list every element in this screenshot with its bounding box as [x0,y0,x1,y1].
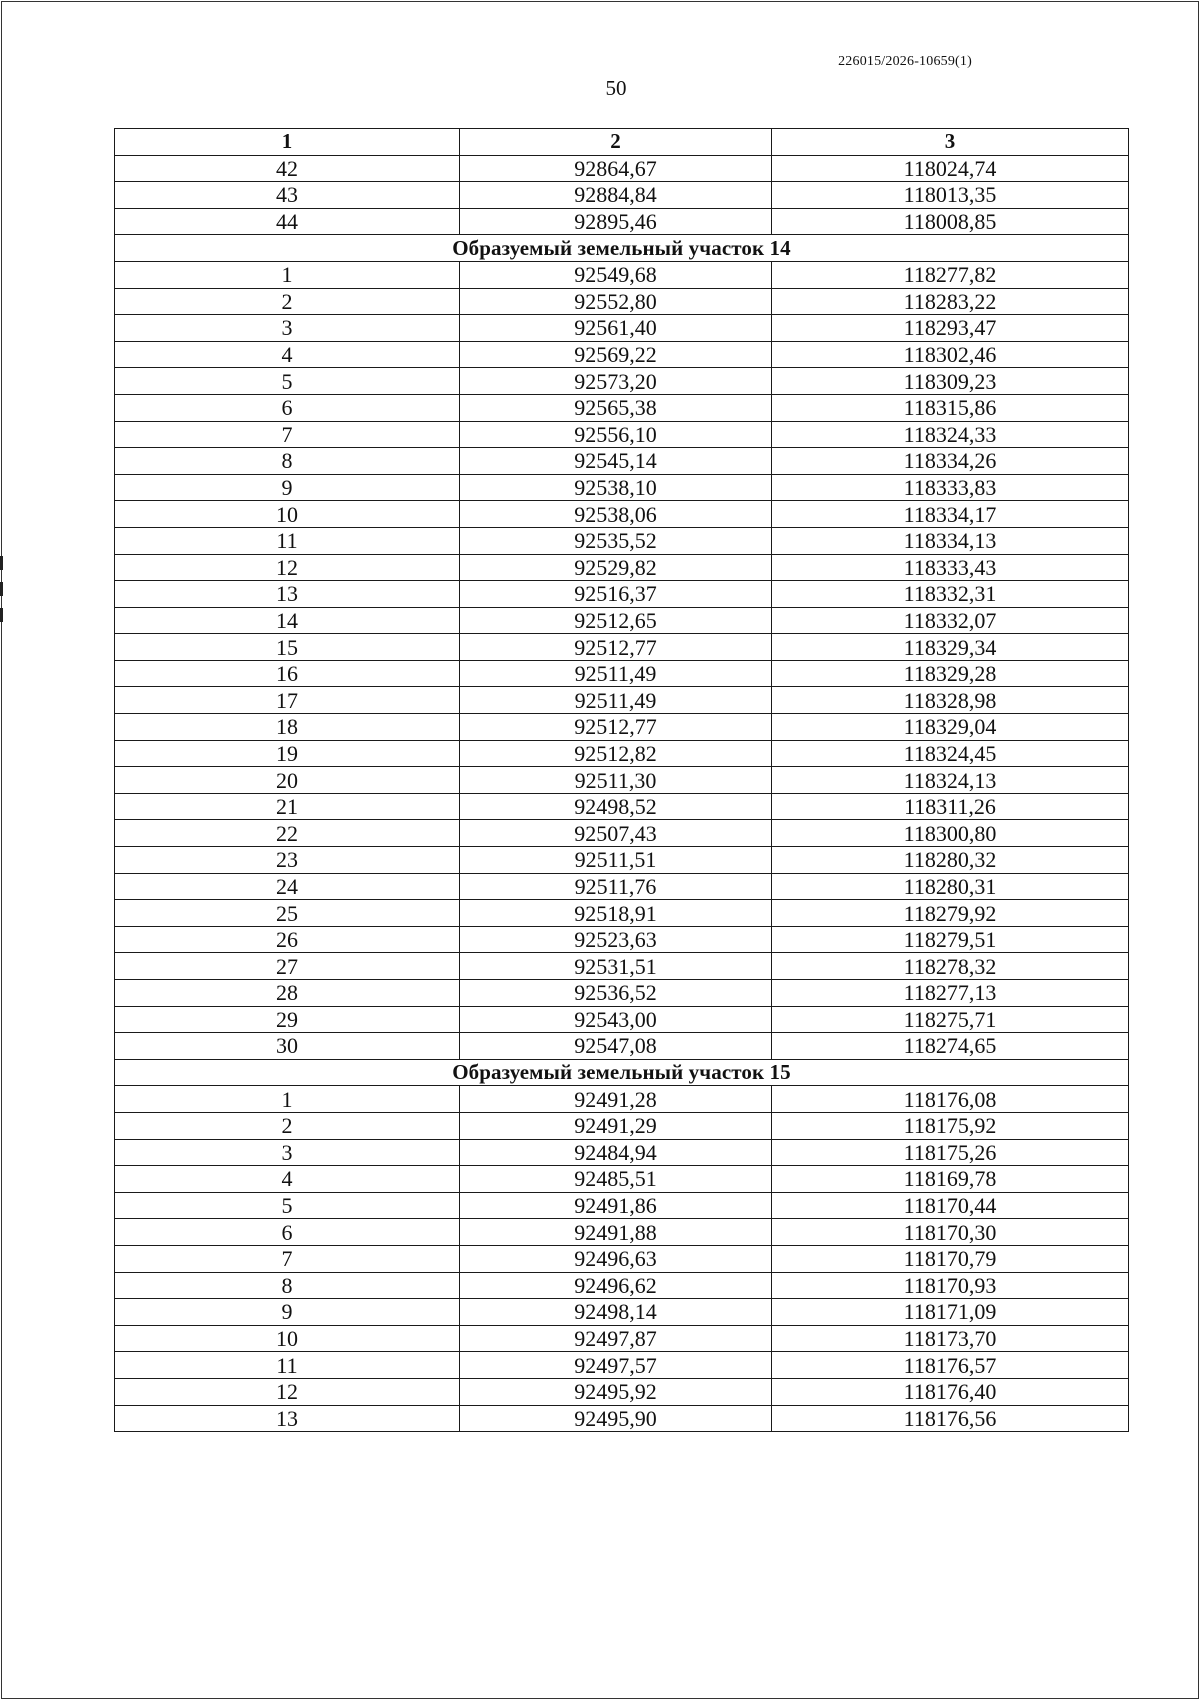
margin-marks [0,556,3,634]
coordinate-y: 118280,32 [772,847,1129,874]
table-row [115,527,1129,554]
coordinate-x: 92547,08 [460,1033,772,1060]
point-number: 26 [115,926,460,953]
point-number: 6 [115,394,460,421]
table-header-row [115,129,1129,156]
coordinate-x: 92536,52 [460,980,772,1007]
point-number: 1 [115,1086,460,1113]
point-number: 21 [115,793,460,820]
point-number: 19 [115,740,460,767]
document-number: 226015/2026-10659(1) [838,54,972,69]
coordinate-y: 118333,83 [772,474,1129,501]
coordinate-x: 92495,92 [460,1378,772,1405]
coordinate-x: 92485,51 [460,1166,772,1193]
table-row [115,421,1129,448]
point-number: 28 [115,980,460,1007]
point-number: 16 [115,660,460,687]
coordinate-x: 92543,00 [460,1006,772,1033]
table-row [115,394,1129,421]
coordinate-y: 118311,26 [772,793,1129,820]
coordinate-y: 118278,32 [772,953,1129,980]
point-number: 13 [115,1405,460,1432]
coordinate-y: 118309,23 [772,368,1129,395]
table-row [115,1033,1129,1060]
coordinate-x: 92565,38 [460,394,772,421]
point-number: 42 [115,155,460,182]
coordinate-y: 118324,13 [772,767,1129,794]
table-row [115,687,1129,714]
point-number: 20 [115,767,460,794]
table-row [115,1166,1129,1193]
point-number: 1 [115,261,460,288]
column-header: 3 [772,129,1129,156]
coordinate-y: 118176,57 [772,1352,1129,1379]
table-row [115,208,1129,235]
coordinate-y: 118315,86 [772,394,1129,421]
coordinate-y: 118332,07 [772,607,1129,634]
point-number: 5 [115,1192,460,1219]
table-row [115,873,1129,900]
coordinate-x: 92491,88 [460,1219,772,1246]
coordinate-x: 92498,52 [460,793,772,820]
coordinate-y: 118176,56 [772,1405,1129,1432]
table-row [115,182,1129,209]
coordinate-x: 92512,77 [460,714,772,741]
coordinate-x: 92884,84 [460,182,772,209]
section-title-row [115,235,1129,262]
table-row [115,740,1129,767]
table-row [115,660,1129,687]
coordinate-y: 118277,13 [772,980,1129,1007]
coordinate-y: 118170,44 [772,1192,1129,1219]
point-number: 6 [115,1219,460,1246]
coordinate-x: 92511,49 [460,660,772,687]
coordinate-y: 118277,82 [772,261,1129,288]
coordinate-y: 118173,70 [772,1325,1129,1352]
coordinate-x: 92491,86 [460,1192,772,1219]
point-number: 30 [115,1033,460,1060]
coordinate-y: 118008,85 [772,208,1129,235]
table-row [115,953,1129,980]
point-number: 2 [115,1112,460,1139]
table-row [115,714,1129,741]
coordinate-y: 118176,40 [772,1378,1129,1405]
coordinate-y: 118334,26 [772,448,1129,475]
coordinate-y: 118175,26 [772,1139,1129,1166]
point-number: 43 [115,182,460,209]
coordinate-x: 92538,10 [460,474,772,501]
point-number: 7 [115,421,460,448]
table-row [115,1272,1129,1299]
table-row [115,581,1129,608]
coordinate-y: 118013,35 [772,182,1129,209]
point-number: 8 [115,448,460,475]
coordinate-x: 92549,68 [460,261,772,288]
table-row [115,368,1129,395]
coordinate-y: 118328,98 [772,687,1129,714]
coordinate-x: 92573,20 [460,368,772,395]
table-row [115,1086,1129,1113]
coordinate-y: 118279,51 [772,926,1129,953]
column-header: 2 [460,129,772,156]
coordinate-x: 92523,63 [460,926,772,953]
table-row [115,341,1129,368]
coordinate-x: 92495,90 [460,1405,772,1432]
point-number: 5 [115,368,460,395]
table-row [115,634,1129,661]
page-number: 50 [605,76,627,100]
coordinate-x: 92569,22 [460,341,772,368]
coordinate-x: 92511,51 [460,847,772,874]
section-title: Образуемый земельный участок 15 [115,1059,1129,1086]
point-number: 3 [115,315,460,342]
table-row [115,820,1129,847]
coordinate-y: 118334,17 [772,501,1129,528]
coordinate-x: 92512,77 [460,634,772,661]
point-number: 8 [115,1272,460,1299]
table-row [115,793,1129,820]
coordinate-y: 118279,92 [772,900,1129,927]
table-row [115,1219,1129,1246]
point-number: 10 [115,1325,460,1352]
point-number: 7 [115,1245,460,1272]
coordinate-y: 118334,13 [772,527,1129,554]
coordinate-x: 92516,37 [460,581,772,608]
coordinate-x: 92507,43 [460,820,772,847]
table-row [115,980,1129,1007]
point-number: 3 [115,1139,460,1166]
point-number: 29 [115,1006,460,1033]
table-row [115,847,1129,874]
table-row [115,1405,1129,1432]
table-row [115,926,1129,953]
coordinate-x: 92512,65 [460,607,772,634]
coordinate-x: 92535,52 [460,527,772,554]
coordinate-x: 92511,49 [460,687,772,714]
coordinate-x: 92491,29 [460,1112,772,1139]
point-number: 15 [115,634,460,661]
coordinate-y: 118329,28 [772,660,1129,687]
point-number: 17 [115,687,460,714]
point-number: 25 [115,900,460,927]
point-number: 22 [115,820,460,847]
table-row [115,261,1129,288]
coordinate-x: 92484,94 [460,1139,772,1166]
point-number: 4 [115,341,460,368]
coordinate-x: 92538,06 [460,501,772,528]
point-number: 4 [115,1166,460,1193]
point-number: 9 [115,474,460,501]
point-number: 2 [115,288,460,315]
coordinate-y: 118175,92 [772,1112,1129,1139]
table-row [115,1006,1129,1033]
column-header: 1 [115,129,460,156]
coordinate-y: 118280,31 [772,873,1129,900]
point-number: 13 [115,581,460,608]
point-number: 11 [115,1352,460,1379]
section-title-row [115,1059,1129,1086]
point-number: 18 [115,714,460,741]
coordinate-x: 92498,14 [460,1299,772,1326]
table-row [115,554,1129,581]
table-row [115,501,1129,528]
point-number: 10 [115,501,460,528]
table-row [115,1325,1129,1352]
section-title: Образуемый земельный участок 14 [115,235,1129,262]
table-row [115,474,1129,501]
coordinate-y: 118329,04 [772,714,1129,741]
coordinate-x: 92531,51 [460,953,772,980]
point-number: 12 [115,554,460,581]
coordinate-y: 118332,31 [772,581,1129,608]
point-number: 14 [115,607,460,634]
coordinate-y: 118302,46 [772,341,1129,368]
coordinate-y: 118274,65 [772,1033,1129,1060]
coordinate-x: 92512,82 [460,740,772,767]
table-row [115,767,1129,794]
coordinate-y: 118283,22 [772,288,1129,315]
table-row [115,315,1129,342]
coordinate-y: 118324,33 [772,421,1129,448]
coordinate-y: 118324,45 [772,740,1129,767]
point-number: 23 [115,847,460,874]
coordinate-y: 118300,80 [772,820,1129,847]
coordinate-y: 118024,74 [772,155,1129,182]
point-number: 12 [115,1378,460,1405]
table-row [115,155,1129,182]
coordinate-x: 92496,62 [460,1272,772,1299]
table-row [115,1378,1129,1405]
point-number: 24 [115,873,460,900]
coordinate-x: 92518,91 [460,900,772,927]
coordinate-x: 92511,76 [460,873,772,900]
table-row [115,448,1129,475]
table-row [115,288,1129,315]
coordinate-x: 92497,87 [460,1325,772,1352]
table-row [115,900,1129,927]
coordinate-y: 118171,09 [772,1299,1129,1326]
coordinate-x: 92529,82 [460,554,772,581]
coordinate-x: 92556,10 [460,421,772,448]
coordinate-x: 92511,30 [460,767,772,794]
coordinate-y: 118333,43 [772,554,1129,581]
point-number: 9 [115,1299,460,1326]
coordinate-x: 92496,63 [460,1245,772,1272]
coordinate-x: 92895,46 [460,208,772,235]
table-row [115,1245,1129,1272]
table-row [115,1139,1129,1166]
coordinate-y: 118170,93 [772,1272,1129,1299]
coordinate-x: 92561,40 [460,315,772,342]
coordinate-y: 118170,30 [772,1219,1129,1246]
coordinate-y: 118329,34 [772,634,1129,661]
coordinate-y: 118170,79 [772,1245,1129,1272]
coordinate-x: 92552,80 [460,288,772,315]
coordinates-table-body [115,129,1129,1432]
point-number: 44 [115,208,460,235]
table-row [115,1112,1129,1139]
table-row [115,1352,1129,1379]
coordinate-x: 92497,57 [460,1352,772,1379]
coordinate-y: 118169,78 [772,1166,1129,1193]
point-number: 27 [115,953,460,980]
table-row [115,1192,1129,1219]
coordinate-x: 92545,14 [460,448,772,475]
coordinate-y: 118293,47 [772,315,1129,342]
coordinate-x: 92864,67 [460,155,772,182]
table-row [115,1299,1129,1326]
table-row [115,607,1129,634]
point-number: 11 [115,527,460,554]
coordinate-y: 118176,08 [772,1086,1129,1113]
coordinate-x: 92491,28 [460,1086,772,1113]
coordinates-table [114,128,1129,1432]
coordinate-y: 118275,71 [772,1006,1129,1033]
